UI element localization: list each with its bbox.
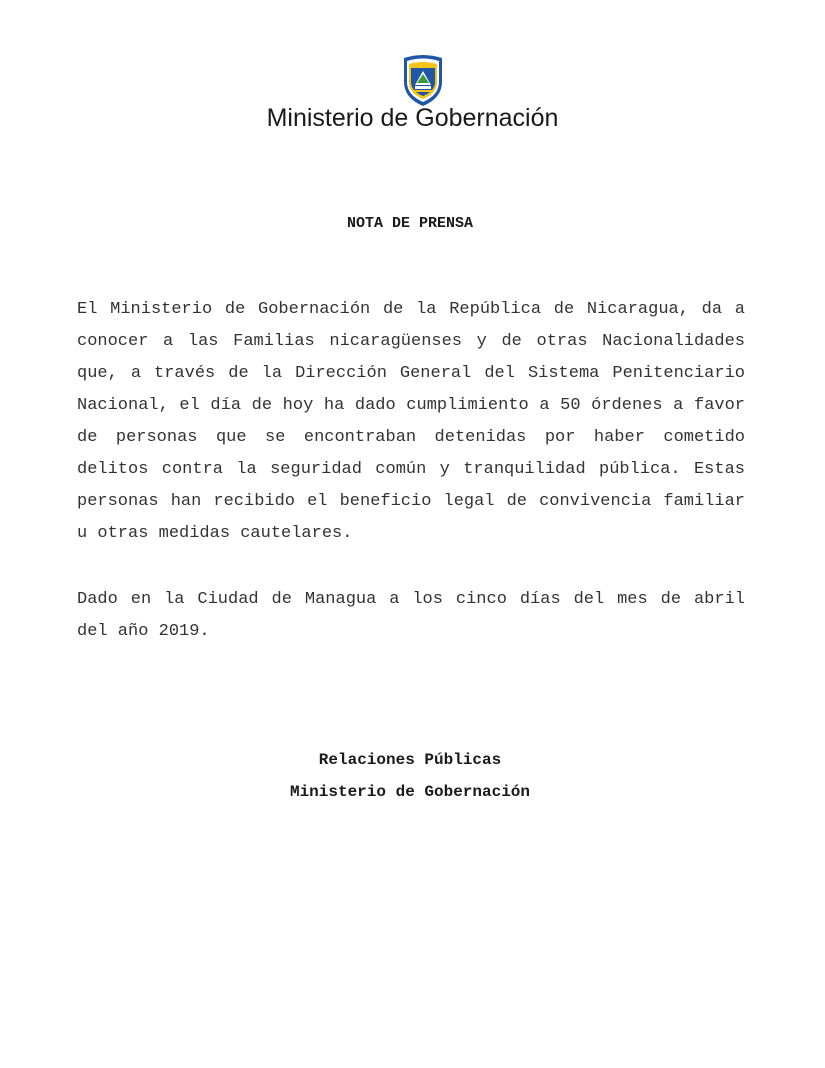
signature-block xyxy=(0,744,820,808)
document-title: NOTA DE PRENSA xyxy=(346,215,474,232)
signature-department: Relaciones Públicas xyxy=(318,751,502,769)
ministerio-gobernacion-shield-icon xyxy=(400,52,446,108)
closing-paragraph: Dado en la Ciudad de Managua a los cinco días del mes de abril del año 2019. xyxy=(77,590,745,641)
body-paragraph: El Ministerio de Gobernación de la República de Nicaragua, da a conocer a las Familias nicaragüenses y de otras Nacionalidades que, a través de la Dirección General del Sistema Penitenciario Nacional, el día de hoy ha dado cumplimiento a 50 órdenes a favor de personas que se encontraban detenidas por haber cometido delitos contra la seguridad común y tranquilidad pública. Estas personas han recibido el beneficio legal de convivencia familiar u otras medidas cautelares. xyxy=(77,300,745,543)
ministry-name: Ministerio de Gobernación xyxy=(266,104,559,132)
signature-ministry: Ministerio de Gobernación xyxy=(289,783,531,801)
